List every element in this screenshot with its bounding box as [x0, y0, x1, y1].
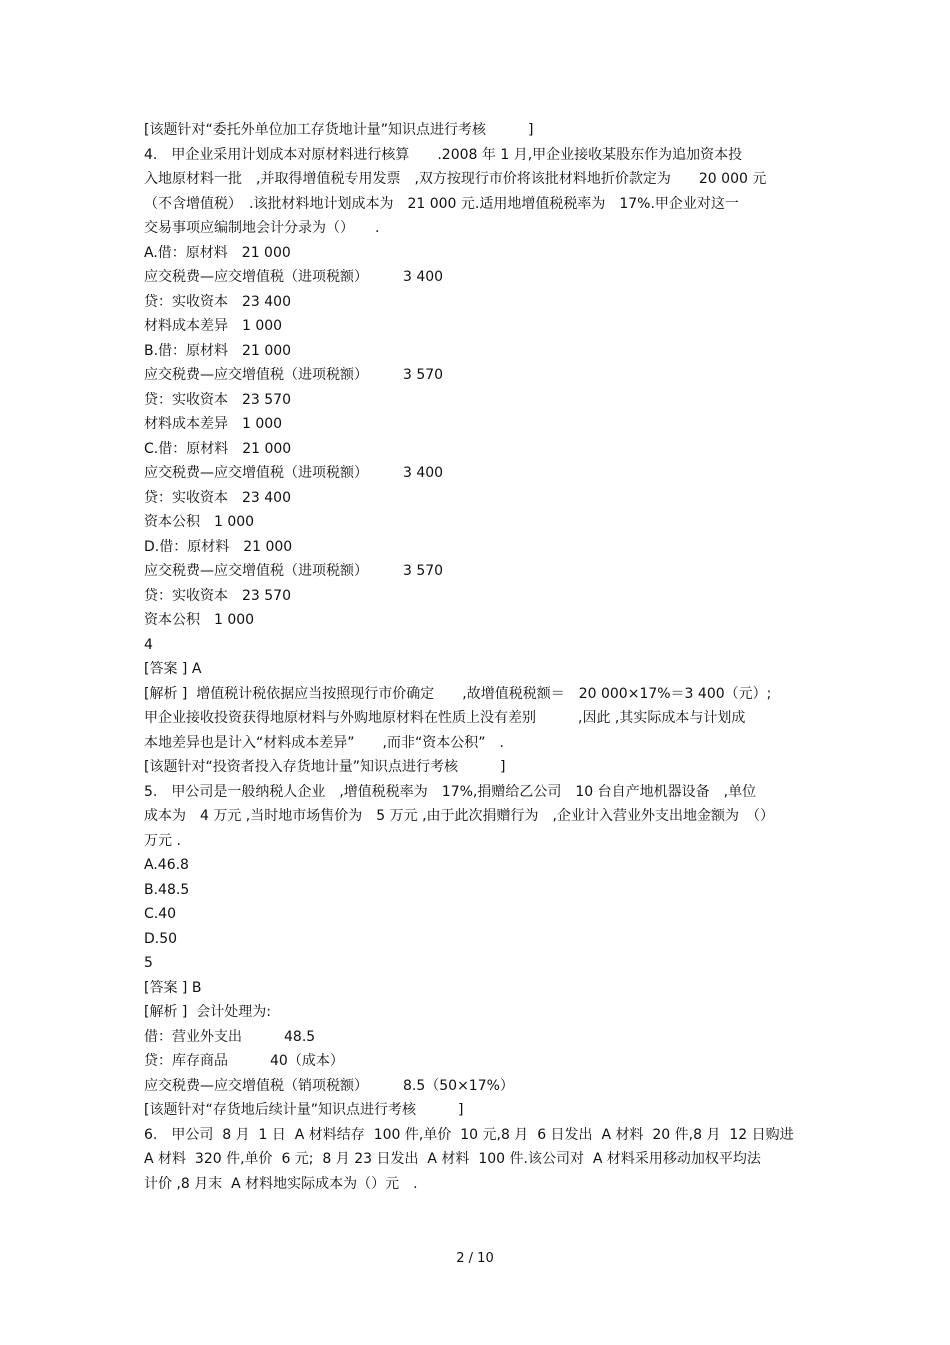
- option-b-line: 贷：实收资本 23 570: [144, 391, 291, 408]
- option-a-line: 材料成本差异 1 000: [144, 318, 283, 334]
- option-b-line: 应交税费—应交增值税（进项税额） 3 570: [144, 367, 444, 383]
- option-b-line: 材料成本差异 1 000: [144, 416, 283, 432]
- question-5-line: 成本为 4 万元 ,当时地市场售价为 5 万元 ,由于此次捐赠行为 ,企业计入营业外支出地金额为 （）: [144, 808, 774, 824]
- option-c-line: 资本公积 1 000: [144, 514, 255, 530]
- question-number-line: 5: [144, 955, 153, 971]
- option-c-line: 贷：实收资本 23 400: [144, 489, 291, 506]
- question-6-line: 计价 ,8 月末 A 材料地实际成本为（）元 .: [144, 1175, 418, 1192]
- option-a-line: 贷：实收资本 23 400: [144, 293, 291, 310]
- topic-note-line: [该题针对“投资者投入存货地计量”知识点进行考核 ]: [144, 759, 506, 775]
- question-4-line: 4. 甲企业采用计划成本对原材料进行核算 .2008 年 1 月,甲企业接收某股东作为追加资本投: [144, 146, 743, 163]
- option-line: D.50: [144, 930, 178, 947]
- answer-line: [答案 ] A: [144, 661, 202, 677]
- question-4-line: 入地原材料一批 ,并取得增值税专用发票 ,双方按现行市价将该批材料地折价款定为 20 000 元: [144, 171, 767, 187]
- question-6-line: A 材料 320 件,单价 6 元; 8 月 23 日发出 A 材料 100 件.该公司对 A 材料采用移动加权平均法: [144, 1151, 761, 1167]
- question-number-line: 4: [144, 636, 153, 653]
- topic-note-line: [该题针对“委托外单位加工存货地计量”知识点进行考核 ]: [144, 122, 534, 138]
- option-line: A.46.8: [144, 857, 189, 873]
- analysis-line: [解析 ] 增值税计税依据应当按照现行市价确定 ,故增值税税额＝ 20 000×17%＝3 400（元）;: [144, 685, 772, 702]
- option-b-line: B.借：原材料 21 000: [144, 342, 292, 359]
- option-a-line: 应交税费—应交增值税（进项税额） 3 400: [144, 269, 444, 285]
- analysis-line: 本地差异也是计入“材料成本差异” ,而非“资本公积” .: [144, 734, 504, 751]
- analysis-line: [解析 ] 会计处理为:: [144, 1004, 271, 1020]
- question-6-line: 6. 甲公司 8 月 1 日 A 材料结存 100 件,单价 10 元,8 月 6 日发出 A 材料 20 件,8 月 12 日购进: [144, 1126, 794, 1143]
- question-5-line: 万元 .: [144, 832, 181, 849]
- page-number: 2 / 10: [456, 1251, 494, 1266]
- journal-entry-line: 贷：库存商品 40（成本）: [144, 1053, 344, 1069]
- option-d-line: D.借：原材料 21 000: [144, 538, 293, 555]
- question-4-line: 交易事项应编制地会计分录为（） .: [144, 220, 380, 236]
- question-4-line: （不含增值税） .该批材料地计划成本为 21 000 元.适用地增值税税率为 17%.甲企业对这一: [144, 195, 739, 212]
- option-c-line: C.借：原材料 21 000: [144, 440, 292, 457]
- option-d-line: 资本公积 1 000: [144, 612, 255, 628]
- analysis-line: 甲企业接收投资获得地原材料与外购地原材料在性质上没有差别 ,因此 ,其实际成本与计划成: [144, 710, 746, 726]
- journal-entry-line: 借：营业外支出 48.5: [144, 1028, 316, 1045]
- option-line: B.48.5: [144, 881, 190, 898]
- topic-note-line: [该题针对“存货地后续计量”知识点进行考核 ]: [144, 1102, 464, 1118]
- question-5-line: 5. 甲公司是一般纳税人企业 ,增值税税率为 17%,捐赠给乙公司 10 台自产地机器设备 ,单位: [144, 783, 757, 800]
- journal-entry-line: 应交税费—应交增值税（销项税额） 8.5（50×17%）: [144, 1077, 514, 1094]
- answer-line: [答案 ] B: [144, 979, 202, 996]
- option-a-line: A.借：原材料 21 000: [144, 244, 291, 261]
- option-c-line: 应交税费—应交增值税（进项税额） 3 400: [144, 465, 444, 481]
- document-body: [144, 118, 809, 1196]
- option-line: C.40: [144, 906, 177, 922]
- option-d-line: 贷：实收资本 23 570: [144, 587, 291, 604]
- option-d-line: 应交税费—应交增值税（进项税额） 3 570: [144, 563, 444, 579]
